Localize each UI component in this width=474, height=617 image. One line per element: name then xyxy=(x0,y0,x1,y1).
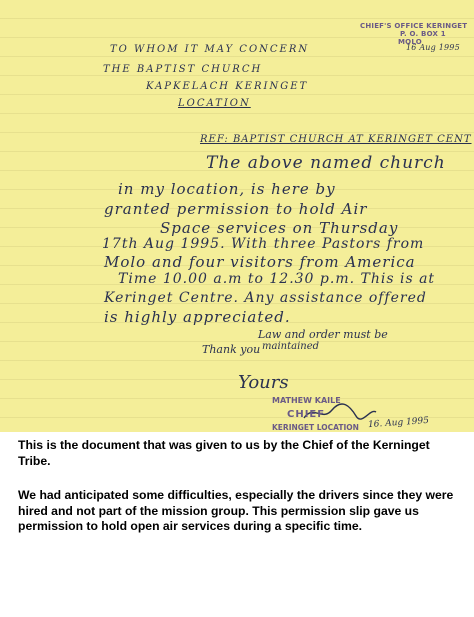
addressee-line-1: THE BAPTIST CHURCH xyxy=(103,64,263,75)
closing-yours: Yours xyxy=(238,372,289,393)
stamp-office-name: CHIEF'S OFFICE KERINGET xyxy=(360,22,468,30)
signature-date: 16. Aug 1995 xyxy=(367,415,430,431)
body-line-1: The above named church xyxy=(206,153,446,173)
body-line-7: Time 10.00 a.m to 12.30 p.m. This is at xyxy=(118,271,436,287)
body-line-5: 17th Aug 1995. With three Pastors from xyxy=(102,236,425,252)
addressee-line-3: LOCATION xyxy=(178,98,251,109)
office-stamp xyxy=(360,22,472,52)
body-line-10: Law and order must be xyxy=(258,328,388,341)
stamp-signatory-name: MATHEW KAILE xyxy=(272,396,341,405)
thank-you: Thank you xyxy=(202,343,261,356)
body-line-6: Molo and four visitors from America xyxy=(104,253,416,271)
salutation: TO WHOM IT MAY CONCERN xyxy=(110,44,310,55)
letter-date: 16 Aug 1995 xyxy=(406,43,460,52)
caption-paragraph-1: This is the document that was given to us by the Chief of the Kerninget Tribe. xyxy=(18,438,430,468)
body-line-9: is highly appreciated. xyxy=(104,308,291,326)
addressee-line-2: KAPKELACH KERINGET xyxy=(146,81,309,92)
body-line-4: Space services on Thursday xyxy=(160,219,399,237)
stamp-signatory-location: KERINGET LOCATION xyxy=(272,423,359,432)
caption-paragraph-2: We had anticipated some difficulties, especially the drivers since they were hired and not part of the mission group. This permission slip gave us permission to hold open air services during a specific time. xyxy=(18,488,454,533)
body-line-2: in my location, is here by xyxy=(118,180,336,198)
reference-line: REF: BAPTIST CHURCH AT KERINGET CENT xyxy=(200,134,472,145)
body-line-11: maintained xyxy=(262,341,320,352)
stamp-signatory-title: CHIEF xyxy=(287,409,326,420)
stamp-town: MOLO xyxy=(398,38,422,46)
body-line-8: Keringet Centre. Any assistance offered xyxy=(104,290,427,306)
body-line-3: granted permission to hold Air xyxy=(104,200,368,218)
caption-block xyxy=(0,432,474,617)
stamp-po-box: P. O. BOX 1 xyxy=(400,30,446,38)
